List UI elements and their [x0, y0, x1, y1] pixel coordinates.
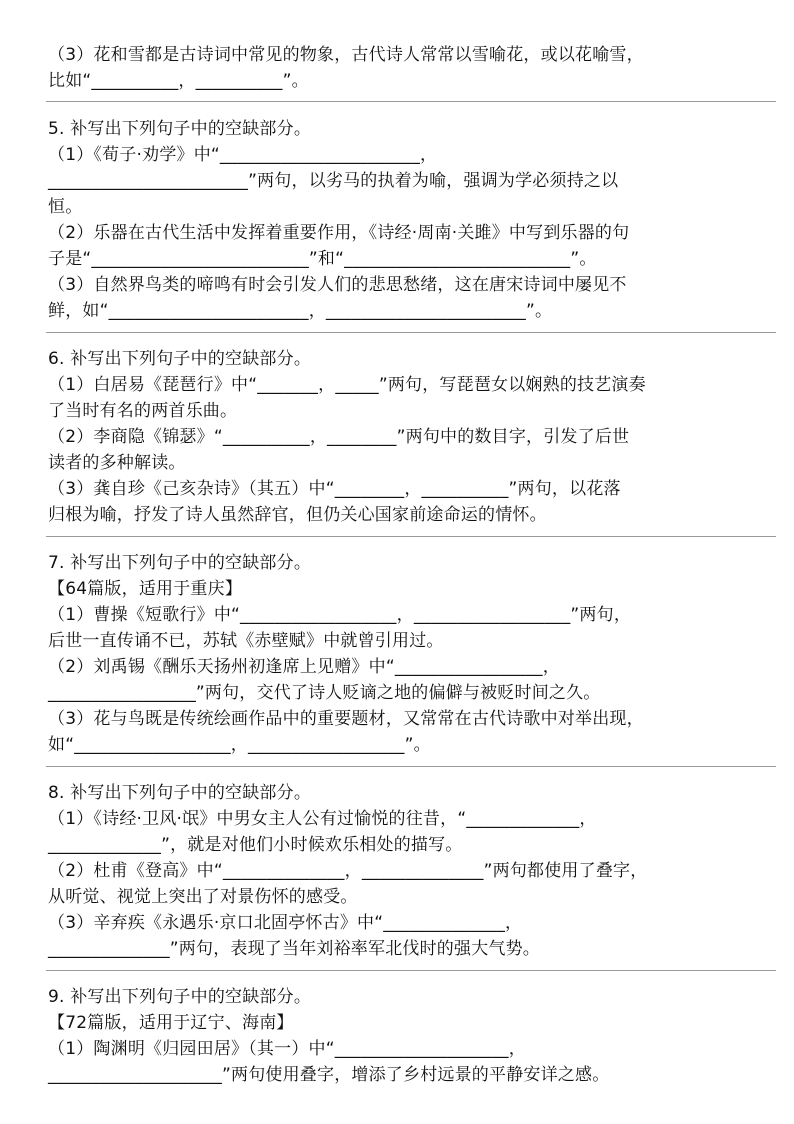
text-line: 从听觉、视觉上突出了对景伤怀的感受。 — [48, 887, 358, 907]
text-line: ______________”两句，表现了当年刘裕率军北伐时的强大气势。 — [48, 939, 541, 959]
question-6-heading: 6. 补写出下列句子中的空缺部分。 — [48, 349, 312, 369]
edition-note: 【72篇版，适用于辽宁、海南】 — [48, 1013, 294, 1033]
text-line: （3）花与鸟既是传统绘画作品中的重要题材，又常常在古代诗歌中对举出现， — [48, 709, 644, 729]
text-line: （1）陶渊明《归园田居》（其一）中“____________________， — [48, 1039, 526, 1059]
section-divider — [46, 101, 776, 102]
text-line: _______________________”两句，以劣马的执着为喻，强调为学必须持之以 — [48, 171, 619, 191]
section-divider — [46, 332, 776, 333]
text-line: （2）乐器在古代生活中发挥着重要作用，《诗经·周南·关雎》中写到乐器的句 — [48, 223, 630, 243]
text-line: 归根为喻，抒发了诗人虽然辞官，但仍关心国家前途命运的情怀。 — [48, 505, 547, 525]
section-divider — [46, 766, 776, 767]
text-line: 读者的多种解读。 — [48, 453, 186, 473]
question-9-heading: 9. 补写出下列句子中的空缺部分。 — [48, 987, 312, 1007]
section-divider — [46, 970, 776, 971]
text-line: （1）白居易《琵琶行》中“_______，_____”两句，写琵琶女以娴熟的技艺演奏 — [48, 375, 646, 395]
text-line: （3）自然界鸟类的啼鸣有时会引发人们的悲思愁绪，这在唐宋诗词中屡见不 — [48, 275, 627, 295]
text-line: 比如“__________，__________”。 — [48, 71, 309, 91]
text-line: 恒。 — [48, 197, 83, 217]
text-line: 了当时有名的两首乐曲。 — [48, 401, 238, 421]
text-line: （3）龚自珍《己亥杂诗》（其五）中“________，__________”两句，以花落 — [48, 479, 621, 499]
question-8-heading: 8. 补写出下列句子中的空缺部分。 — [48, 783, 312, 803]
text-line: （1）《荀子·劝学》中“_______________________， — [48, 145, 438, 165]
edition-note: 【64篇版，适用于重庆】 — [48, 579, 243, 599]
text-line: ____________________”两句使用叠字，增添了乡村远景的平静安详之感。 — [48, 1065, 610, 1085]
text-line: 子是“_________________________”和“__________________________”。 — [48, 249, 597, 269]
text-line: （2）李商隐《锦瑟》“__________，________”两句中的数目字，引发了后世 — [48, 427, 630, 447]
text-line: （3）辛弃疾《永遇乐·京口北固亭怀古》中“______________， — [48, 913, 523, 933]
text-line: （1）曹操《短歌行》中“__________________，__________________”两句， — [48, 605, 632, 625]
text-line: 后世一直传诵不已，苏轼《赤壁赋》中就曾引用过。 — [48, 631, 444, 651]
text-line: （2）刘禹锡《酬乐天扬州初逢席上见赠》中“_________________， — [48, 657, 560, 677]
text-line: （1）《诗经·卫风·氓》中男女主人公有过愉悦的往昔，“_____________， — [48, 809, 597, 829]
section-divider — [46, 536, 776, 537]
text-line: _____________”，就是对他们小时候欢乐相处的描写。 — [48, 835, 463, 855]
question-5-heading: 5. 补写出下列句子中的空缺部分。 — [48, 119, 312, 139]
question-7-heading: 7. 补写出下列句子中的空缺部分。 — [48, 553, 312, 573]
text-line: 如“__________________，__________________”。 — [48, 735, 431, 755]
text-line: _________________”两句，交代了诗人贬谪之地的偏僻与被贬时间之久。 — [48, 683, 601, 703]
text-line: （3）花和雪都是古诗词中常见的物象，古代诗人常常以雪喻花，或以花喻雪， — [48, 45, 644, 65]
text-line: 鲜，如“_______________________，_______________________”。 — [48, 301, 553, 321]
text-line: （2）杜甫《登高》中“______________，______________”两句都使用了叠字， — [48, 861, 648, 881]
